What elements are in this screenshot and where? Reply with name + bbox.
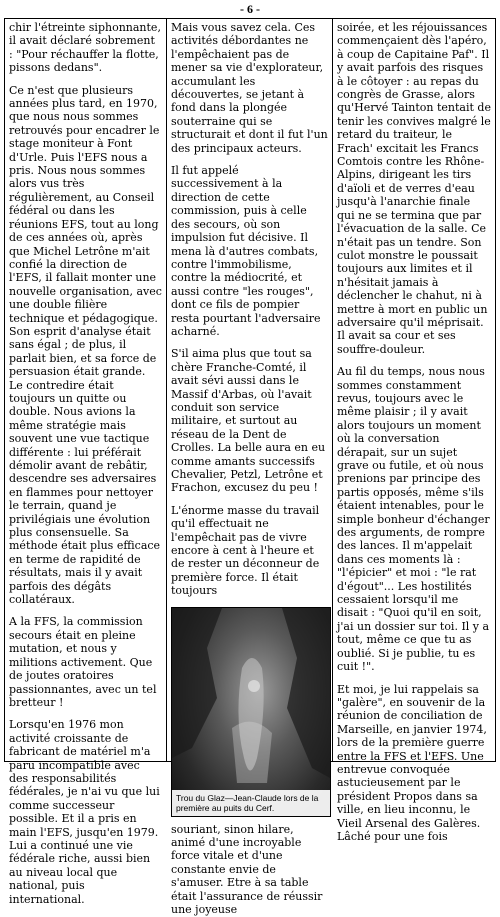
paragraph: soirée, et les réjouissances commençaient dès l'apéro, à coup de Capitaine Paf". Il y avait parfois des risques à le côtoyer : au repas du congrès de Grasse, alors qu'Hervé Tainton tentait de tenir les convives malgré le retard du traiteur, le Frach' excitait les Francs Comtois contre les Rhône-Alpins, dirigeant les tirs d'aïoli et de verres d'eau jusqu'à l'anarchie finale qui ne se termina que par l'évacuation de la salle. Ce n'était pas un tendre. Son culot monstre le poussait toujours aux limites et il n'hésitait jamais à déclencher le chahut, ni à mettre à mort en public un adversaire qu'il méprisait. Il avait sa cour et ses souffre-douleur.: [337, 21, 491, 356]
column-2: [167, 19, 333, 917]
text-columns: [4, 18, 496, 917]
paragraph: souriant, sinon hilare, animé d'une incroyable force vitale et d'une constante envie de s'amuser. Etre à sa table était l'assurance de réussir une joyeuse: [171, 822, 323, 917]
page-number: - 6 -: [240, 2, 260, 16]
paragraph: Au fil du temps, nous nous sommes constamment revus, toujours avec le même plaisir ; il y avait alors toujours un moment où la conversation dérapait, sur un sujet grave ou futile, et où nous prenions par principe des partis opposés, même s'ils étaient intenables, pour le simple bonheur d'échanger des arguments, de rompre des lances. Il m'appelait dans ces moments là : "l'épicier" et moi : "le rat d'égout"... Les hostilités cessaient lorsqu'il me disait : "Quoi qu'il en soit, j'ai un dossier sur toi. Il y a tout, même ce que tu as oublié. Si je publie, tu es cuit !".: [337, 365, 490, 674]
paragraph: S'il aima plus que tout sa chère Franche-Comté, il avait sévi aussi dans le Massif d'Arbas, où l'avait conduit son service militaire, et surtout au réseau de la Dent de Crolles. La belle aura en eu comme amants successifs Chevalier, Petzl, Letrône et Frachon, excusez du peu !: [171, 347, 326, 495]
paragraph: Et moi, je lui rappelais sa "galère", en souvenir de la réunion de conciliation de Marseille, en janvier 1974, lors de la première guerre entre la FFS et l'EFS. Une entrevue convoquée astucieusement par le président Propos dans sa ville, en lieu inconnu, le Vieil Arsenal des Galères. Lâché pour une fois: [337, 682, 487, 843]
photo-caption: Trou du Glaz—Jean-Claude lors de la première au puits du Cerf.: [172, 790, 330, 816]
paragraph: Ce n'est que plusieurs années plus tard, en 1970, que nous nous sommes retrouvés pour encadrer le stage moniteur à Font d'Urle. Puis l'EFS nous a pris. Nous nous sommes alors vus très régulièrement, au Conseil fédéral ou dans les réunions EFS, tout au long de ces années où, après que Michel Letrône m'ait confié la direction de l'EFS, il fallait monter une nouvelle organisation, avec une double filière technique et pédagogique. Son esprit d'analyse était sans égal ; de plus, il parlait bien, et sa force de persuasion était grande. Le contredire était toujours un quitte ou double. Nous avions la même stratégie mais souvent une vue tactique différente : lui préférait démolir avant de rebâtir, descendre ses adversaires en flammes pour nettoyer le terrain, quand je privilégiais une évolution plus consensuelle. Sa méthode était plus efficace en terme de rapidité de résultats, mais il y avait parfois des dégâts collatéraux.: [9, 83, 162, 607]
cave-photo: [171, 607, 331, 817]
paragraph: L'énorme masse du travail qu'il effectuait ne l'empêchait pas de vivre encore à cent à l'heure et de rester un déconneur de première force. Il était toujours: [171, 503, 320, 598]
cave-photo-illustration: [172, 608, 330, 816]
paragraph: Lorsqu'en 1976 mon activité croissante de fabricant de matériel m'a paru incompatible avec des responsabilités fédérales, je n'ai vu que lui comme successeur possible. Et il a pris en main l'EFS, jusqu'en 1979. Lui a continué une vie fédérale riche, aussi bien au niveau local que national, puis international.: [9, 718, 160, 906]
column-1: [4, 19, 167, 906]
column-3: [333, 19, 496, 843]
paragraph: Il fut appelé successivement à la direction de cette commission, puis à celle des secours, où son impulsion fut décisive. Il mena là d'autres combats, contre l'immobilisme, contre la médiocrité, et aussi contre "les rouges", dont ce fils de pompier resta pourtant l'adversaire acharné.: [171, 164, 321, 338]
paragraph: Mais vous savez cela. Ces activités débordantes ne l'empêchaient pas de mener sa vie d'explorateur, accumulant les découvertes, se jetant à fond dans la plongée souterraine qui se structurait et dont il fut l'un des principaux acteurs.: [171, 21, 328, 155]
paragraph: A la FFS, la commission secours était en pleine mutation, et nous y militions activement. Que de joutes oratoires passionnantes, avec un tel bretteur !: [9, 615, 157, 709]
paragraph: chir l'étreinte siphonnante, il avait déclaré sobrement : "Pour réchauffer la flotte, pissons dedans".: [9, 21, 161, 75]
